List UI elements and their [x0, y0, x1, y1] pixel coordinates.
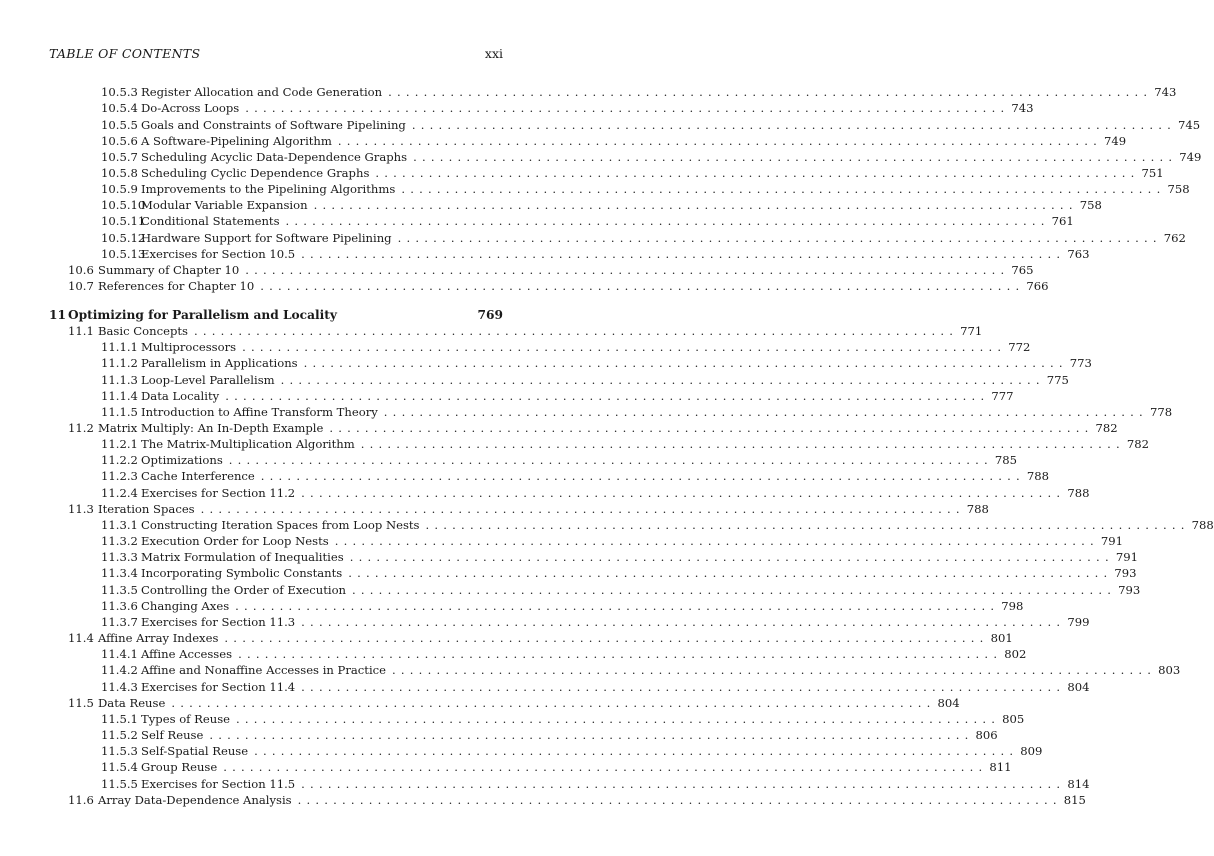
entry-page: 758	[1079, 198, 1102, 212]
leader-dots: ......................................................................................	[224, 631, 989, 645]
entry-title: Exercises for Section 11.2	[141, 486, 296, 500]
entry-number: 10.6	[68, 263, 94, 277]
leader-dots: ......................................................................................	[245, 263, 1010, 277]
entry-title: Do-Across Loops	[141, 101, 240, 115]
entry-number: 10.5.8	[101, 166, 138, 180]
entry-page: 745	[1178, 118, 1201, 132]
leader-dots: ......................................................................................	[397, 231, 1162, 245]
leader-dots: ......................................................................................	[242, 340, 1007, 354]
leader-dots: ......................................................................................	[260, 279, 1025, 293]
toc-entry	[101, 727, 998, 743]
entry-page: 758	[1167, 182, 1190, 196]
entry-title: Register Allocation and Code Generation	[141, 85, 383, 99]
entry-page: 798	[1001, 599, 1024, 613]
entry-number: 11.5.2	[101, 728, 138, 742]
toc-entry	[101, 776, 1090, 792]
entry-number: 11.3.6	[101, 599, 138, 613]
toc-entry	[101, 436, 1149, 452]
entry-page: 762	[1163, 231, 1186, 245]
entry-title: Exercises for Section 11.4	[141, 680, 296, 694]
entry-page: 791	[1115, 550, 1138, 564]
entry-title: Improvements to the Pipelining Algorithms	[141, 182, 396, 196]
entry-number: 11.5.3	[101, 744, 138, 758]
entry-title: Scheduling Cyclic Dependence Graphs	[141, 166, 370, 180]
entry-title: Loop-Level Parallelism	[141, 373, 275, 387]
toc-entry	[101, 485, 1090, 501]
toc-entry	[101, 517, 1214, 533]
leader-dots: ......................................................................................	[360, 437, 1125, 451]
toc-entry	[101, 388, 1014, 404]
entry-page: 804	[937, 696, 960, 710]
entry-page: 743	[1154, 85, 1177, 99]
entry-page: 766	[1026, 279, 1049, 293]
entry-title: The Matrix-Multiplication Algorithm	[141, 437, 355, 451]
leader-dots: ......................................................................................	[349, 550, 1114, 564]
entry-number: 11.3.5	[101, 583, 138, 597]
leader-dots: ......................................................................................	[235, 599, 1000, 613]
entry-page: 801	[990, 631, 1013, 645]
entry-title: Data Locality	[141, 389, 220, 403]
leader-dots: ......................................................................................	[411, 118, 1176, 132]
entry-page: 788	[1067, 486, 1090, 500]
entry-number: 11.3.4	[101, 566, 138, 580]
leader-dots: ......................................................................................	[337, 134, 1103, 148]
chapter-number: 11	[49, 308, 66, 322]
entry-page: 761	[1051, 214, 1074, 228]
toc-entry	[68, 262, 1034, 278]
leader-dots: ......................................................................................	[392, 663, 1157, 677]
entry-page: 793	[1114, 566, 1137, 580]
entry-title: Scheduling Acyclic Data-Dependence Graphs	[141, 150, 408, 164]
toc-entry	[101, 165, 1164, 181]
leader-dots: ......................................................................................	[260, 469, 1025, 483]
entry-title: Iteration Spaces	[98, 502, 195, 516]
toc-entry	[101, 646, 1027, 662]
toc-entry	[68, 501, 989, 517]
entry-page: 793	[1118, 583, 1141, 597]
entry-title: Incorporating Symbolic Constants	[141, 566, 343, 580]
entry-page: 782	[1126, 437, 1149, 451]
entry-page: 777	[991, 389, 1014, 403]
entry-page: 765	[1011, 263, 1034, 277]
toc-entry	[101, 711, 1025, 727]
toc-entry	[68, 630, 1013, 646]
entry-number: 11.5.1	[101, 712, 138, 726]
entry-number: 11.5	[68, 696, 94, 710]
entry-title: Conditional Statements	[141, 214, 280, 228]
entry-page: 803	[1158, 663, 1181, 677]
entry-number: 10.5.3	[101, 85, 138, 99]
toc-entry	[101, 598, 1024, 614]
entry-number: 11.1.1	[101, 340, 138, 354]
toc-entry	[101, 533, 1123, 549]
leader-dots: ......................................................................................	[301, 615, 1066, 629]
entry-title: References for Chapter 10	[98, 279, 255, 293]
leader-dots: ......................................................................................	[313, 198, 1078, 212]
leader-dots: ......................................................................................	[352, 583, 1117, 597]
entry-page: 788	[966, 502, 989, 516]
toc-entry	[101, 339, 1031, 355]
entry-page: 743	[1011, 101, 1034, 115]
toc-entry	[101, 181, 1190, 197]
entry-title: Goals and Constraints of Software Pipelining	[141, 118, 406, 132]
leader-dots: ......................................................................................	[401, 182, 1166, 196]
leader-dots: ......................................................................................	[223, 760, 988, 774]
leader-dots: ......................................................................................	[388, 85, 1153, 99]
entry-page: 814	[1067, 777, 1090, 791]
entry-page: 799	[1067, 615, 1090, 629]
chapter-title: Optimizing for Parallelism and Locality	[68, 308, 337, 322]
toc-entry	[101, 468, 1050, 484]
toc-entry	[68, 792, 1086, 808]
leader-dots: ......................................................................................	[225, 389, 990, 403]
toc-entry	[101, 84, 1177, 100]
entry-title: Array Data-Dependence Analysis	[98, 793, 292, 807]
entry-page: 772	[1008, 340, 1031, 354]
entry-title: A Software-Pipelining Algorithm	[141, 134, 332, 148]
header-page-number: xxi	[484, 46, 503, 61]
entry-page: 815	[1063, 793, 1086, 807]
entry-page: 805	[1002, 712, 1025, 726]
entry-title: Matrix Formulation of Inequalities	[141, 550, 344, 564]
entry-number: 10.5.9	[101, 182, 138, 196]
entry-title: Controlling the Order of Execution	[141, 583, 347, 597]
entry-number: 11.3.3	[101, 550, 138, 564]
entry-number: 10.5.12	[101, 231, 146, 245]
entry-title: Group Reuse	[141, 760, 218, 774]
entry-title: Execution Order for Loop Nests	[141, 534, 329, 548]
toc-entry	[101, 679, 1090, 695]
entry-number: 10.5.5	[101, 118, 138, 132]
toc-chapter-entry	[49, 307, 503, 323]
entry-number: 11.3.7	[101, 615, 138, 629]
toc-entry	[101, 149, 1202, 165]
entry-page: 771	[960, 324, 983, 338]
leader-dots: ......................................................................................	[238, 647, 1003, 661]
leader-dots: ......................................................................................	[425, 518, 1190, 532]
chapter-page: 769	[477, 308, 503, 322]
entry-number: 10.5.10	[101, 198, 146, 212]
leader-dots: ......................................................................................	[334, 534, 1099, 548]
leader-dots: ......................................................................................	[301, 247, 1066, 261]
entry-number: 10.5.13	[101, 247, 146, 261]
leader-dots: ......................................................................................	[171, 696, 936, 710]
entry-page: 791	[1100, 534, 1123, 548]
entry-title: Types of Reuse	[141, 712, 231, 726]
entry-number: 11.3.2	[101, 534, 138, 548]
entry-page: 782	[1095, 421, 1118, 435]
entry-number: 11.2.3	[101, 469, 138, 483]
entry-number: 10.5.11	[101, 214, 146, 228]
toc-entry	[101, 549, 1138, 565]
entry-page: 775	[1046, 373, 1069, 387]
toc-entry	[101, 246, 1090, 262]
entry-number: 11.4.2	[101, 663, 138, 677]
entry-number: 10.7	[68, 279, 94, 293]
entry-title: Affine Accesses	[141, 647, 233, 661]
entry-number: 11.2.4	[101, 486, 138, 500]
leader-dots: ......................................................................................	[209, 728, 974, 742]
toc-entry	[101, 197, 1102, 213]
leader-dots: ......................................................................................	[193, 324, 959, 338]
entry-title: Data Reuse	[98, 696, 166, 710]
entry-number: 11.5.5	[101, 777, 138, 791]
toc-entry	[101, 404, 1173, 420]
entry-page: 773	[1069, 356, 1092, 370]
entry-page: 804	[1067, 680, 1090, 694]
leader-dots: ......................................................................................	[254, 744, 1019, 758]
entry-number: 11.4	[68, 631, 94, 645]
entry-title: Matrix Multiply: An In-Depth Example	[98, 421, 324, 435]
entry-number: 11.4.3	[101, 680, 138, 694]
entry-page: 809	[1020, 744, 1043, 758]
toc-entry	[101, 614, 1090, 630]
entry-number: 11.2.1	[101, 437, 138, 451]
entry-number: 11.4.1	[101, 647, 138, 661]
leader-dots: ......................................................................................	[301, 680, 1066, 694]
leader-dots: ......................................................................................	[413, 150, 1178, 164]
entry-title: Exercises for Section 11.5	[141, 777, 296, 791]
entry-number: 11.1.2	[101, 356, 138, 370]
leader-dots: ......................................................................................	[329, 421, 1094, 435]
entry-title: Basic Concepts	[98, 324, 188, 338]
leader-dots: ......................................................................................	[236, 712, 1001, 726]
entry-number: 11.1.5	[101, 405, 138, 419]
entry-title: Multiprocessors	[141, 340, 237, 354]
leader-dots: ......................................................................................	[228, 453, 993, 467]
entry-title: Parallelism in Applications	[141, 356, 298, 370]
entry-page: 806	[975, 728, 998, 742]
toc-entry	[101, 213, 1074, 229]
entry-number: 10.5.7	[101, 150, 138, 164]
toc-entry	[101, 452, 1018, 468]
leader-dots: ......................................................................................	[383, 405, 1148, 419]
entry-number: 11.3	[68, 502, 94, 516]
entry-number: 11.1	[68, 324, 94, 338]
entry-page: 788	[1191, 518, 1214, 532]
toc-entry	[101, 759, 1012, 775]
leader-dots: ......................................................................................	[200, 502, 965, 516]
leader-dots: ......................................................................................	[280, 373, 1045, 387]
entry-title: Affine and Nonaffine Accesses in Practice	[141, 663, 387, 677]
leader-dots: ......................................................................................	[245, 101, 1010, 115]
entry-title: Summary of Chapter 10	[98, 263, 240, 277]
toc-entry	[101, 565, 1137, 581]
entry-page: 749	[1104, 134, 1127, 148]
entry-title: Exercises for Section 10.5	[141, 247, 296, 261]
toc-entry	[101, 100, 1034, 116]
entry-title: Hardware Support for Software Pipelining	[141, 231, 392, 245]
leader-dots: ......................................................................................	[375, 166, 1140, 180]
toc-entry	[68, 278, 1049, 294]
toc-entry	[68, 420, 1118, 436]
entry-page: 778	[1149, 405, 1173, 419]
toc-entry	[101, 372, 1069, 388]
entry-number: 11.6	[68, 793, 94, 807]
toc-entry	[68, 695, 960, 711]
entry-page: 802	[1004, 647, 1027, 661]
entry-number: 11.5.4	[101, 760, 138, 774]
entry-page: 749	[1179, 150, 1202, 164]
leader-dots: ......................................................................................	[303, 356, 1068, 370]
entry-title: Affine Array Indexes	[98, 631, 219, 645]
toc-entry	[101, 117, 1201, 133]
toc-entry	[101, 230, 1186, 246]
entry-title: Self Reuse	[141, 728, 204, 742]
entry-title: Optimizations	[141, 453, 223, 467]
entry-page: 785	[994, 453, 1018, 467]
entry-title: Self-Spatial Reuse	[141, 744, 249, 758]
leader-dots: ......................................................................................	[285, 214, 1050, 228]
entry-title: Cache Interference	[141, 469, 255, 483]
toc-entry	[101, 355, 1092, 371]
entry-number: 11.1.4	[101, 389, 138, 403]
entry-title: Constructing Iteration Spaces from Loop Nests	[141, 518, 420, 532]
entry-number: 11.3.1	[101, 518, 138, 532]
entry-number: 10.5.6	[101, 134, 138, 148]
entry-page: 788	[1026, 469, 1050, 483]
entry-title: Changing Axes	[141, 599, 230, 613]
entry-number: 11.2	[68, 421, 94, 435]
entry-number: 10.5.4	[101, 101, 138, 115]
leader-dots: ......................................................................................	[301, 777, 1066, 791]
entry-title: Modular Variable Expansion	[141, 198, 308, 212]
toc-entry	[68, 323, 983, 339]
header-title: TABLE OF CONTENTS	[49, 46, 201, 61]
entry-number: 11.2.2	[101, 453, 138, 467]
toc-entry	[101, 133, 1127, 149]
leader-dots: ......................................................................................	[348, 566, 1113, 580]
entry-page: 811	[989, 760, 1012, 774]
leader-dots: ......................................................................................	[297, 793, 1062, 807]
entry-title: Exercises for Section 11.3	[141, 615, 296, 629]
entry-title: Introduction to Affine Transform Theory	[141, 405, 378, 419]
entry-page: 763	[1067, 247, 1090, 261]
leader-dots: ......................................................................................	[301, 486, 1066, 500]
toc-entry	[101, 662, 1181, 678]
toc-entry	[101, 582, 1141, 598]
entry-number: 11.1.3	[101, 373, 138, 387]
toc-entry	[101, 743, 1043, 759]
entry-page: 751	[1141, 166, 1164, 180]
